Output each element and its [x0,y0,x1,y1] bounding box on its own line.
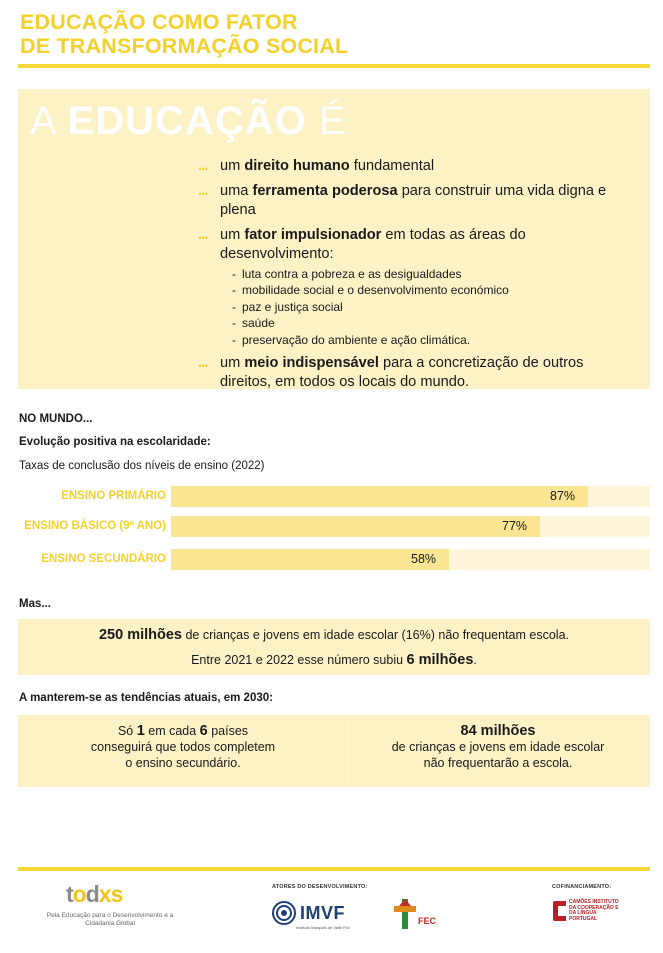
bar [171,516,540,537]
intro-bullet [198,157,618,176]
intro-bullets [198,157,618,398]
sublist-item: - mobilidade social e o desenvolvimento económico [232,283,509,298]
intro-heading-post: É [306,99,347,143]
bullet-text: um fator impulsionador em todas as áreas do desenvolvimento: - luta contra a pobreza e as desigualdades - mobilidade social e o desenvolvimento económico - paz e justiça social - saúde - preservação do ambiente e ação climática. [220,226,618,348]
bullet-text: uma ferramenta poderosa para construir uma vida digna e plena [220,183,607,218]
title-line-2: DE TRANSFORMAÇÃO SOCIAL [20,34,349,58]
bar-track [171,516,650,537]
footer-divider [18,867,650,871]
page-title [20,10,620,58]
title-divider [18,64,650,68]
projection-right: 84 milhões de crianças e jovens em idade escolar não frequentarão a escola. [391,723,605,770]
world-heading: NO MUNDO... [19,413,93,425]
intro-bullet [198,354,618,392]
bar-category-label: ENSINO PRIMÁRIO [61,490,166,502]
bar-value-label: 87% [550,489,576,503]
intro-bullet [198,226,618,348]
intro-bullet [198,182,618,220]
bullet-text: um meio indispensável para a concretização de outros direitos, em todos os locais do mundo. [220,355,584,391]
imvf-subtitle: Instituto Marquês de Valle Flôr [296,925,350,930]
increase-line: Entre 2021 e 2022 esse número subiu 6 milhões. [191,652,477,668]
fec-cross-icon [393,897,417,931]
ellipsis-icon: ... [198,355,208,372]
ellipsis-icon: ... [198,227,208,243]
sublist-item: - paz e justiça social [232,299,343,314]
imvf-wordmark: IMVF [300,902,345,923]
bar [171,486,588,507]
imvf-mark-icon [272,901,296,925]
ellipsis-icon: ... [198,183,208,199]
camoes-wordmark: CAMÕES INSTITUTO DA COOPERAÇÃO E DA LÍNGUA PORTUGAL [569,899,619,922]
bar [171,549,449,570]
projection-box [18,715,650,787]
ellipsis-icon: ... [198,158,208,174]
fec-wordmark: FEC [418,916,436,926]
intro-heading [30,97,347,145]
imvf-logo [272,901,345,925]
development-sublist [220,266,618,348]
todxs-logo: todxs [66,881,123,907]
bar-category-label: ENSINO SECUNDÁRIO [41,553,166,565]
sublist-item: - saúde [232,316,275,331]
bullet-text: um direito humano fundamental [220,158,435,174]
projection-heading: A manterem-se as tendências atuais, em 2030: [19,692,273,704]
intro-heading-bold: EDUCAÇÃO [67,99,307,143]
out-of-school-line: 250 milhões de crianças e jovens em idade escolar (16%) não frequentam escola. [98,627,570,643]
bar-category-label: ENSINO BÁSICO (9º ANO) [24,520,166,532]
but-heading: Mas... [19,598,51,610]
out-of-school-box [18,619,650,675]
sublist-item: - preservação do ambiente e ação climática. [232,332,471,347]
projection-left: Só 1 em cada 6 países conseguirá que todos completem o ensino secundário. [90,723,276,770]
camoes-mark-icon [552,900,567,922]
bar-value-label: 77% [502,519,528,533]
world-subheading: Evolução positiva na escolaridade: [19,436,211,448]
cofinancing-label: COFINANCIAMENTO: [552,884,612,890]
projection-divider [347,721,348,781]
title-line-1: EDUCAÇÃO COMO FATOR [20,10,298,34]
actors-label: ATORES DO DESENVOLVIMENTO: [272,884,368,890]
bar-track [171,549,650,570]
intro-heading-pre: A [30,99,68,143]
bar-value-label: 58% [411,552,437,566]
sublist-item: - luta contra a pobreza e as desigualdades [232,267,462,281]
bar-track [171,486,650,507]
todxs-tagline: Pela Educação para o Desenvolvimento e a Cidadania Global [46,912,174,927]
chart-caption: Taxas de conclusão dos níveis de ensino (2022) [19,460,265,472]
